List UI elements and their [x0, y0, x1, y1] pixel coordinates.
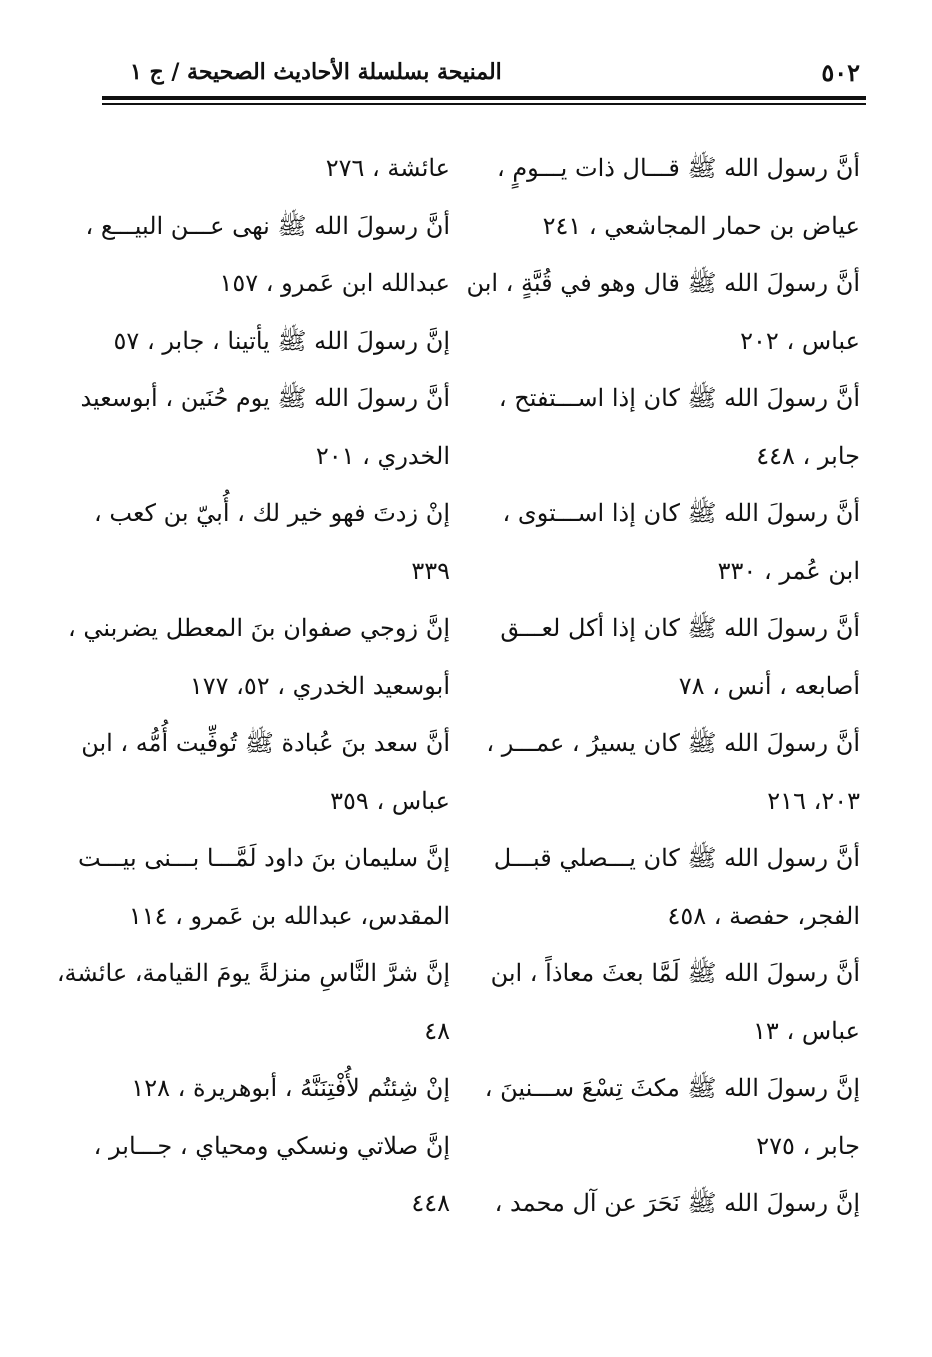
index-entry [93, 1118, 450, 1233]
index-entry [500, 600, 860, 715]
entry-line: ٣٣٩ [411, 556, 450, 585]
entry-line: إنَّ رسولَ الله ﷺ نَحَرَ عن آل محمد ، [494, 1189, 860, 1217]
entry-line: أنَّ رسولَ الله ﷺ كان إذا اســـتفتح ، [498, 384, 860, 412]
index-entry [494, 1175, 860, 1233]
entry-line: ٢٠٣، ٢١٦ [767, 786, 860, 815]
entry-line: المقدس، عبدالله بن عَمرو ، ١١٤ [128, 901, 450, 930]
page-number: ٥٠٢ [821, 57, 860, 87]
index-entry [80, 370, 450, 485]
header-rule-thin [102, 103, 866, 105]
index-entry [56, 945, 450, 1060]
entry-line: أبوسعيد الخدري ، ٥٢، ١٧٧ [189, 671, 450, 700]
book-title: المنيحة بسلسلة الأحاديث الصحيحة / ج ١ [130, 59, 502, 85]
entry-line: ٤٨ [424, 1016, 450, 1045]
entry-line: عياض بن حمار المجاشعي ، ٢٤١ [542, 211, 860, 240]
index-columns [56, 140, 860, 1277]
left-column [56, 140, 450, 1277]
entry-line: أنَّ رسولَ الله ﷺ كان يسيرُ ، عمـــر ، [486, 729, 860, 757]
index-entry [100, 140, 450, 198]
entry-line: إنَّ رسولَ الله ﷺ مكثَ تِسْعَ ســـنينَ ، [484, 1074, 860, 1102]
index-entry [85, 198, 450, 313]
entry-line: أنَّ رسولَ الله ﷺ نهى عـــن البيـــع ، [85, 211, 450, 240]
entry-line: جابر ، ٤٤٨ [756, 441, 860, 470]
entry-line: عبدالله ابن عَمرو ، ١٥٧ [219, 269, 450, 297]
entry-line: أنَّ رسول الله ﷺ قـــال ذات يـــومٍ ، [496, 154, 860, 182]
index-entry [502, 485, 860, 600]
entry-line: أنَّ رسولَ الله ﷺ كان إذا اســـتوى ، [502, 499, 860, 527]
index-entry [94, 485, 450, 600]
running-head [130, 52, 860, 92]
entry-line: ٤٤٨ [411, 1189, 450, 1217]
index-entry [490, 945, 860, 1060]
index-entry [81, 715, 450, 830]
entry-line: أنَّ رسولَ الله ﷺ كان إذا أكل لعـــق [500, 614, 860, 642]
entry-line: أنَّ رسولَ الله ﷺ قال وهو في قُبَّةٍ ، ابن [466, 269, 860, 297]
entry-line: إنَّ زوجي صفوان بنَ المعطل يضربني ، [68, 614, 450, 642]
index-entry [100, 1060, 450, 1118]
entry-line: إنَّ سليمان بنَ داود لَمَّـــا بـــنى بيـــت [78, 844, 450, 872]
index-entry [493, 830, 860, 945]
right-column [466, 140, 860, 1277]
entry-line: إنْ شِئتُم لأُفْتِنَنَّهُ ، أبوهريرة ، ١٢٨ [131, 1074, 450, 1102]
entry-line: أنَّ رسولَ الله ﷺ لَمَّا بعثَ معاذاً ، ابن [490, 959, 860, 987]
entry-line: عباس ، ٣٥٩ [330, 786, 450, 815]
entry-line: أنَّ رسولَ الله ﷺ يوم حُنَين ، أبوسعيد [80, 384, 450, 412]
index-entry [498, 370, 860, 485]
index-entry [68, 600, 450, 715]
entry-line: إنَّ رسولَ الله ﷺ يأتينا ، جابر ، ٥٧ [113, 326, 450, 355]
index-entry [78, 830, 450, 945]
index-entry [484, 1060, 860, 1175]
entry-line: إنْ زدتَ فهو خير لك ، أُبيّ بن كعب ، [94, 499, 450, 527]
entry-line: أنَّ سعد بنَ عُبادة ﷺ تُوفِّيت أُمُّه ، ابن [81, 729, 450, 757]
entry-line: عباس ، ١٣ [753, 1016, 860, 1045]
entry-line: الخدري ، ٢٠١ [315, 441, 450, 470]
entry-line: ابن عُمر ، ٣٣٠ [717, 556, 860, 585]
entry-line: أصابعه ، أنس ، ٧٨ [678, 671, 860, 700]
index-entry [486, 715, 860, 830]
entry-line: إنَّ شرَّ النَّاسِ منزلةً يومَ القيامة، عائشة، [56, 959, 450, 987]
entry-line: عباس ، ٢٠٢ [740, 326, 860, 355]
entry-line: إنَّ صلاتي ونسكي ومحياي ، جـــابر ، [93, 1131, 450, 1160]
entry-line: أنَّ رسول الله ﷺ كان يـــصلي قبـــل [493, 844, 860, 872]
index-entry [466, 255, 860, 370]
entry-line: عائشة ، ٢٧٦ [325, 154, 450, 182]
index-entry [100, 313, 450, 371]
index-entry [496, 140, 860, 255]
header-rule-thick [102, 96, 866, 100]
entry-line: الفجر، حفصة ، ٤٥٨ [667, 901, 860, 930]
entry-line: جابر ، ٢٧٥ [756, 1131, 860, 1160]
